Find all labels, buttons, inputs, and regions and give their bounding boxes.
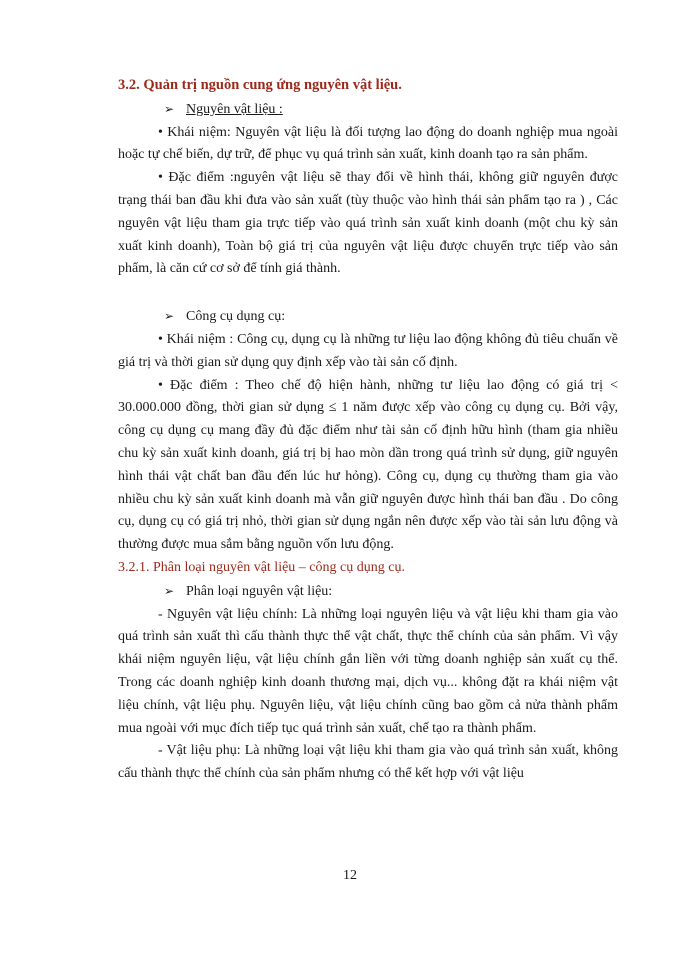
main-materials-paragraph: - Nguyên vật liệu chính: Là những loại nguyên liệu và vật liệu khi tham gia vào quá trình sản xuất thì cấu thành thực thể vật chất, thực thể chính của sản phẩm. Vì vậy khái niệm nguyên liệu, vật liệu chính gắn liền với từng doanh nghiệp sản xuất cụ thể. Trong các doanh nghiệp kinh doanh thương mại, dịch vụ... không đặt ra khái niệm vật liệu chính, vật liệu phụ. Nguyên liệu, vật liệu chính cũng bao gồm cả nửa thành phẩm mua ngoài với mục đích tiếp tục quá trình sản xuất, chế tạo ra thành phẩm. (118, 606, 618, 736)
spacer (118, 281, 618, 305)
materials-feature-paragraph: • Đặc điểm :nguyên vật liệu sẽ thay đổi về hình thái, không giữ nguyên được trạng thái ban đầu khi đưa vào sản xuất (tùy thuộc vào hình thái sản phẩm tạo ra ) , Các nguyên vật liệu tham gia trực tiếp vào quá trình sản xuất kinh doanh (một chu kỳ sản xuất kinh doanh), Toàn bộ giá trị của nguyên vật liệu được chuyển trực tiếp vào sản phẩm, là căn cứ cơ sở để tính giá thành. (118, 170, 618, 277)
arrow-bullet-icon: ➢ (164, 309, 175, 324)
subsection-heading: 3.2.1. Phân loại nguyên vật liệu – công cụ dụng cụ. (118, 559, 405, 575)
page-number: 12 (343, 868, 357, 883)
arrow-bullet-icon: ➢ (164, 101, 175, 116)
materials-concept-paragraph: • Khái niệm: Nguyên vật liệu là đối tượng lao động do doanh nghiệp mua ngoài hoặc tự chế biến, dự trữ, để phục vụ quá trình sản xuất, kinh doanh tạo ra sản phẩm. (118, 124, 618, 163)
materials-label: Nguyên vật liệu : (186, 101, 283, 117)
tools-label-row (118, 305, 618, 329)
section-heading: 3.2. Quản trị nguồn cung ứng nguyên vật liệu. (118, 77, 402, 93)
classification-label-row (118, 580, 618, 604)
arrow-bullet-icon: ➢ (164, 583, 175, 598)
document-body (118, 74, 618, 786)
tools-concept-paragraph: • Khái niệm : Công cụ, dụng cụ là những tư liệu lao động không đủ tiêu chuẩn về giá trị và thời gian sử dụng quy định xếp vào tài sản cố định. (118, 331, 618, 370)
tools-feature-paragraph: • Đặc điểm : Theo chế độ hiện hành, những tư liệu lao động có giá trị < 30.000.000 đồng, thời gian sử dụng ≤ 1 năm được xếp vào công cụ dụng cụ. Bởi vậy, công cụ dụng cụ mang đầy đủ đặc điểm như tài sản cố định hữu hình (tham gia nhiều chu kỳ sản xuất kinh doanh, giá trị bị hao mòn dần trong quá trình sử dụng, giữ nguyên hình thái vật chất ban đầu đến lúc hư hỏng). Công cụ, dụng cụ thường tham gia vào nhiều chu kỳ sản xuất kinh doanh mà vẫn giữ nguyên được hình thái ban đầu . Do công cụ, dụng cụ có giá trị nhỏ, thời gian sử dụng ngắn nên được xếp vào tài sản lưu động và thường được mua sắm bằng nguồn vốn lưu động. (118, 377, 618, 553)
materials-label-row (118, 98, 618, 122)
aux-materials-paragraph: - Vật liệu phụ: Là những loại vật liệu khi tham gia vào quá trình sản xuất, không cấu thành thực thể chính của sản phẩm nhưng có thể kết hợp với vật liệu (118, 743, 618, 782)
tools-label: Công cụ dụng cụ: (186, 309, 286, 325)
classification-label: Phân loại nguyên vật liệu: (186, 583, 333, 599)
